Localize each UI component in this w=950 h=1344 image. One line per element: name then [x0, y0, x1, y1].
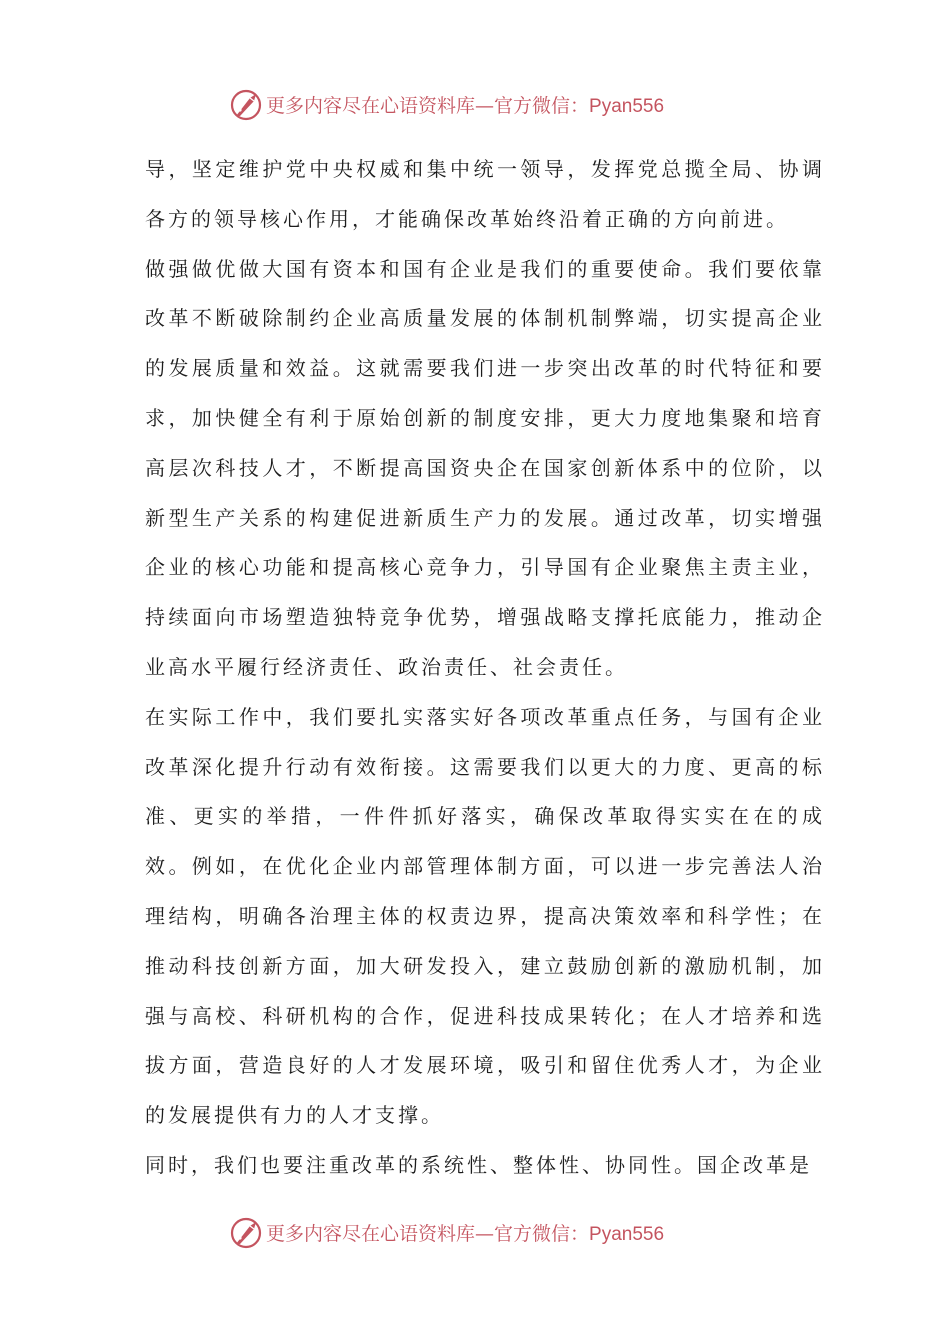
header-banner-text: 更多内容尽在心语资料库—官方微信：Pyan556 [266, 94, 665, 117]
paragraph: 在实际工作中，我们要扎实落实好各项改革重点任务，与国有企业改革深化提升行动有效衔接。这需要我们以更大的力度、更高的标准、更实的举措，一件件抓好落实，确保改革取得实实在在的成效。例如，在优化企业内部管理体制方面，可以进一步完善法人治理结构，明确各治理主体的权责边界，提高决策效率和科学性；在推动科技创新方面，加大研发投入，建立鼓励创新的激励机制，加强与高校、科研机构的合作，促进科技成果转化；在人才培养和选拔方面，营造良好的人才发展环境，吸引和留住优秀人才，为企业的发展提供有力的人才支撑。 [145, 704, 825, 1128]
paragraph: 导，坚定维护党中央权威和集中统一领导，发挥党总揽全局、协调各方的领导核心作用，才能确保改革始终沿着正确的方向前进。 [145, 157, 825, 231]
paragraph: 同时，我们也要注重改革的系统性、整体性、协同性。国企改革是 [145, 1152, 812, 1177]
footer-banner [228, 1212, 664, 1252]
paragraph: 做强做优做大国有资本和国有企业是我们的重要使命。我们要依靠改革不断破除制约企业高质量发展的体制机制弊端，切实提高企业的发展质量和效益。这就需要我们进一步突出改革的时代特征和要求，加快健全有利于原始创新的制度安排，更大力度地集聚和培育高层次科技人才，不断提高国资央企在国家创新体系中的位阶，以新型生产关系的构建促进新质生产力的发展。通过改革，切实增强企业的核心功能和提高核心竞争力，引导国有企业聚焦主责主业，持续面向市场塑造独特竞争优势，增强战略支撑托底能力，推动企业高水平履行经济责任、政治责任、社会责任。 [145, 256, 825, 679]
header-banner [228, 84, 664, 124]
footer-banner-text: 更多内容尽在心语资料库—官方微信：Pyan556 [266, 1222, 665, 1245]
pen-nib-logo-icon [228, 86, 264, 122]
document-body [145, 145, 825, 1191]
pen-nib-logo-icon [228, 1214, 264, 1250]
